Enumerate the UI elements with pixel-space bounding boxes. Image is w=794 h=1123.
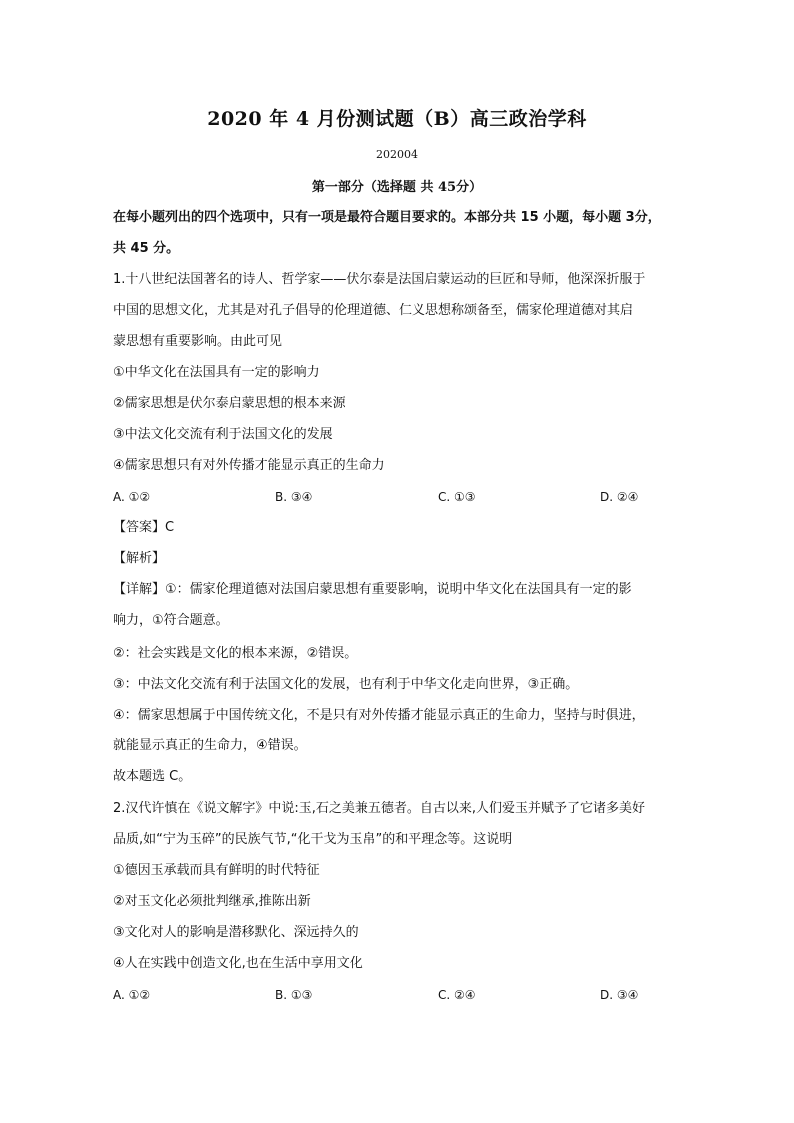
q1-statement: ③中法文化交流有利于法国文化的发展	[113, 427, 333, 442]
q1-analysis-label: 【解析】	[113, 551, 166, 566]
exam-code: 202004	[376, 148, 418, 161]
page-title: 2020 年 4 月份测试题（B）高三政治学科	[207, 108, 587, 130]
q2-option-d: D. ③④	[600, 988, 639, 1002]
q2-option-c: C. ②④	[438, 988, 476, 1002]
q2-stem-line: 2.汉代许慎在《说文解字》中说:玉,石之美兼五德者。自古以来,人们爱玉并赋予了它诸多美好	[113, 801, 646, 816]
section-heading: 第一部分（选择题 共 45分）	[311, 180, 483, 195]
q1-stem-line: 中国的思想文化，尤其是对孔子倡导的伦理道德、仁义思想称颂备至，儒家伦理道德对其启	[113, 303, 634, 318]
q2-statement: ④人在实践中创造文化,也在生活中享用文化	[113, 956, 363, 971]
q2-statement: ①德因玉承载而具有鲜明的时代特征	[113, 863, 320, 878]
q1-answer: 【答案】C	[113, 520, 175, 535]
q1-stem-line: 蒙思想有重要影响。由此可见	[113, 334, 283, 349]
q1-detail-line: ④：儒家思想属于中国传统文化，不是只有对外传播才能显示真正的生命力，坚持与时俱进，	[113, 708, 645, 723]
q1-option-d: D. ②④	[600, 490, 639, 504]
q2-statement: ③文化对人的影响是潜移默化、深远持久的	[113, 925, 359, 940]
q2-option-b: B. ①③	[275, 988, 313, 1002]
q1-detail-line: 【详解】①：儒家伦理道德对法国启蒙思想有重要影响，说明中华文化在法国具有一定的影	[113, 582, 632, 597]
q1-detail-line: ②：社会实践是文化的根本来源，②错误。	[113, 646, 358, 661]
q2-option-a: A. ①②	[113, 988, 151, 1002]
q2-stem-line: 品质,如“宁为玉碎”的民族气节,“化干戈为玉帛”的和平理念等。这说明	[113, 832, 513, 847]
q1-statement: ②儒家思想是伏尔泰启蒙思想的根本来源	[113, 396, 346, 411]
q2-statement: ②对玉文化必须批判继承,推陈出新	[113, 894, 311, 909]
q1-detail-line: 就能显示真正的生命力，④错误。	[113, 738, 307, 753]
q1-option-a: A. ①②	[113, 490, 151, 504]
q1-option-b: B. ③④	[275, 490, 313, 504]
instructions-line: 共 45 分。	[113, 241, 180, 256]
q1-detail-line: 响力，①符合题意。	[113, 613, 229, 628]
q1-conclusion: 故本题选 C。	[113, 769, 192, 784]
q1-detail-line: ③：中法文化交流有利于法国文化的发展，也有利于中华文化走向世界，③正确。	[113, 677, 579, 692]
instructions-line: 在每小题列出的四个选项中，只有一项是最符合题目要求的。本部分共 15 小题，每小题 3分，	[113, 210, 661, 225]
q1-statement: ①中华文化在法国具有一定的影响力	[113, 365, 320, 380]
q1-stem-line: 1.十八世纪法国著名的诗人、哲学家——伏尔泰是法国启蒙运动的巨匠和导师，他深深折服于	[113, 272, 646, 287]
q1-statement: ④儒家思想只有对外传播才能显示真正的生命力	[113, 458, 385, 473]
q1-option-c: C. ①③	[438, 490, 476, 504]
